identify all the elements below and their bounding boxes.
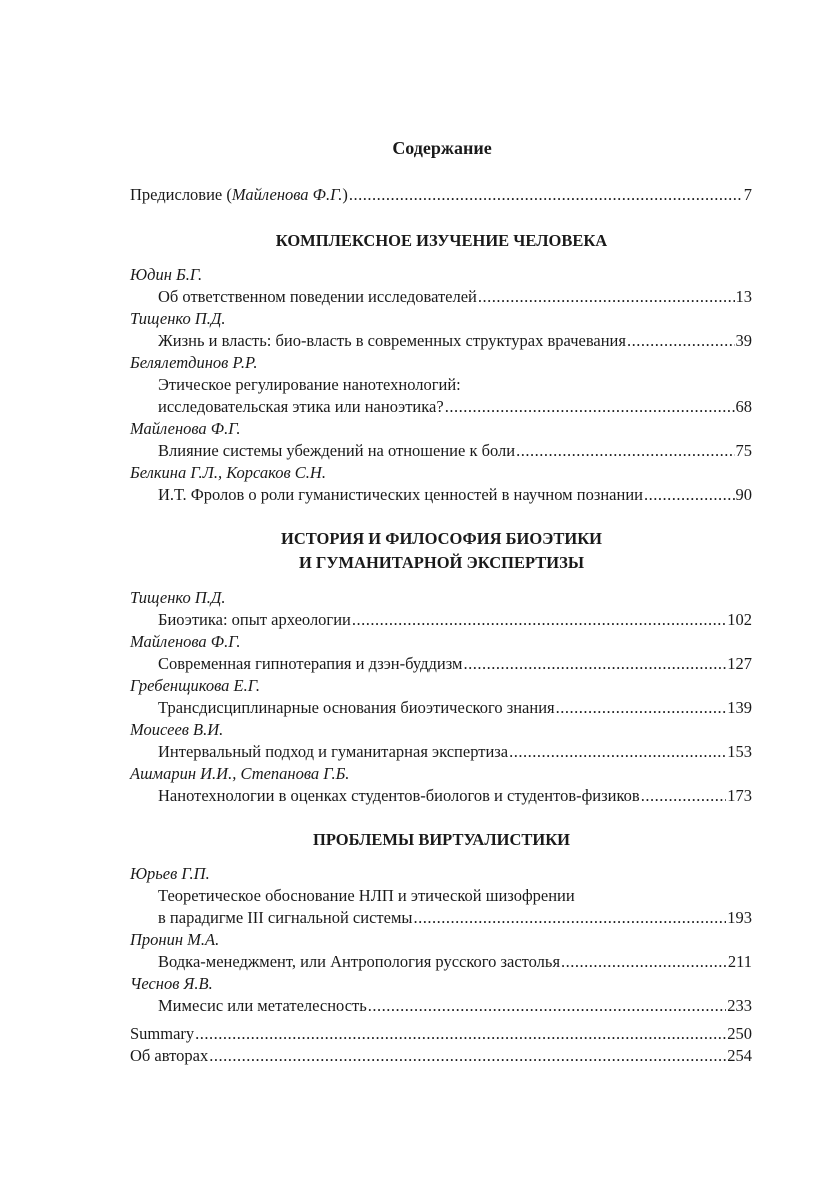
toc-entry[interactable] (158, 786, 752, 806)
toc-entry[interactable] (158, 742, 752, 762)
entry-title: Биоэтика: опыт археологии (158, 610, 351, 629)
page-number: 139 (727, 698, 752, 717)
entry-author: Тищенко П.Д. (130, 309, 226, 328)
section-heading: ПРОБЛЕМЫ ВИРТУАЛИСТИКИ (312, 830, 571, 849)
dot-leader (352, 610, 726, 630)
page-number: 173 (727, 786, 752, 805)
toc-entry[interactable] (158, 287, 752, 307)
toc-entry-summary[interactable] (130, 1024, 752, 1044)
entry-title: И.Т. Фролов о роли гуманистических ценностей в научном познании (158, 485, 643, 504)
page-number: 39 (735, 331, 752, 350)
page-number: 211 (727, 952, 752, 971)
entry-author: Тищенко П.Д. (130, 588, 226, 607)
entry-title: Водка-менеджмент, или Антропология русского застолья (158, 952, 561, 971)
toc-entry[interactable] (158, 485, 752, 505)
toc-entry[interactable] (158, 996, 752, 1016)
entry-author: Юрьев Г.П. (130, 864, 210, 883)
dot-leader (627, 331, 735, 351)
entry-author: Майленова Ф.Г. (130, 419, 241, 438)
toc-entry[interactable] (158, 654, 752, 674)
toc-entry[interactable] (158, 610, 752, 630)
dot-leader (516, 441, 734, 461)
dot-leader (463, 654, 726, 674)
page-number: 250 (727, 1024, 752, 1043)
dot-leader (644, 485, 735, 505)
dot-leader (413, 908, 726, 928)
entry-author: Гребенщикова Е.Г. (130, 676, 261, 695)
dot-leader (556, 698, 727, 718)
toc-entry[interactable] (158, 698, 752, 718)
toc-entry[interactable] (158, 397, 752, 417)
page-title: Содержание (392, 138, 492, 158)
page-number: 13 (735, 287, 752, 306)
entry-title: Предисловие (Майленова Ф.Г.) (130, 185, 348, 204)
dot-leader (509, 742, 726, 762)
entry-title: Summary (130, 1024, 195, 1043)
section-heading: КОМПЛЕКСНОЕ ИЗУЧЕНИЕ ЧЕЛОВЕКА (275, 231, 608, 250)
dot-leader (349, 185, 743, 205)
toc-entry-preface[interactable] (130, 185, 752, 205)
entry-title-line: Этическое регулирование нанотехнологий: (158, 375, 461, 394)
page-number: 90 (735, 485, 752, 504)
dot-leader (561, 952, 727, 972)
toc-entry-about-authors[interactable] (130, 1046, 752, 1066)
page-number: 254 (727, 1046, 752, 1065)
toc-entry[interactable] (158, 441, 752, 461)
section-heading: ИСТОРИЯ И ФИЛОСОФИЯ БИОЭТИКИ (280, 529, 603, 548)
page-number: 193 (727, 908, 752, 927)
page-number: 233 (727, 996, 752, 1015)
page-number: 75 (735, 441, 752, 460)
entry-author: Белкина Г.Л., Корсаков С.Н. (130, 463, 326, 482)
entry-title: Мимесис или метателесность (158, 996, 367, 1015)
entry-author: Юдин Б.Г. (130, 265, 203, 284)
dot-leader (209, 1046, 726, 1066)
entry-title-line: Теоретическое обоснование НЛП и этической шизофрении (158, 886, 575, 905)
toc-entry[interactable] (158, 331, 752, 351)
entry-author: Ашмарин И.И., Степанова Г.Б. (130, 764, 350, 783)
entry-title: исследовательская этика или наноэтика? (158, 397, 444, 416)
entry-title: Современная гипнотерапия и дзэн-буддизм (158, 654, 463, 673)
toc-entry[interactable] (158, 952, 752, 972)
entry-title: Трансдисциплинарные основания биоэтического знания (158, 698, 555, 717)
entry-author: Пронин М.А. (130, 930, 220, 949)
section-heading: И ГУМАНИТАРНОЙ ЭКСПЕРТИЗЫ (298, 553, 585, 572)
page-number: 68 (735, 397, 752, 416)
dot-leader (368, 996, 727, 1016)
dot-leader (641, 786, 727, 806)
page-number: 102 (727, 610, 752, 629)
entry-title: Влияние системы убеждений на отношение к боли (158, 441, 516, 460)
dot-leader (195, 1024, 726, 1044)
entry-author: Белялетдинов Р.Р. (130, 353, 258, 372)
entry-author: Моисеев В.И. (130, 720, 224, 739)
entry-author: Чеснов Я.В. (130, 974, 213, 993)
page-number: 153 (727, 742, 752, 761)
entry-title: Интервальный подход и гуманитарная экспертиза (158, 742, 509, 761)
dot-leader (478, 287, 735, 307)
entry-author: Майленова Ф.Г. (130, 632, 241, 651)
page-number: 7 (743, 185, 752, 204)
toc-entry[interactable] (158, 908, 752, 928)
entry-title: Об ответственном поведении исследователей (158, 287, 477, 306)
entry-title: Нанотехнологии в оценках студентов-биологов и студентов-физиков (158, 786, 640, 805)
entry-title: Об авторах (130, 1046, 209, 1065)
entry-title: в парадигме III сигнальной системы (158, 908, 413, 927)
page-number: 127 (727, 654, 752, 673)
entry-title: Жизнь и власть: био-власть в современных структурах врачевания (158, 331, 626, 350)
dot-leader (445, 397, 735, 417)
